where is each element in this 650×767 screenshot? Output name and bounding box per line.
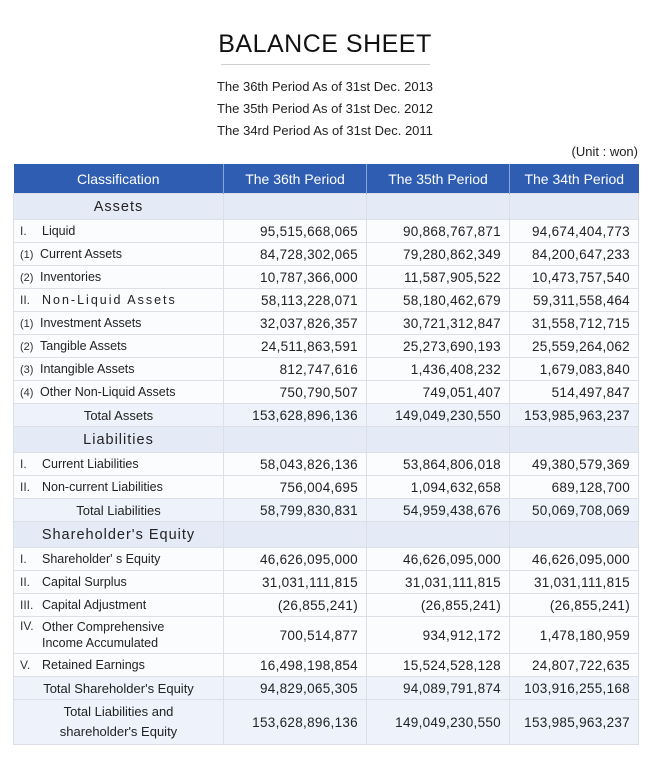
section-label: Liabilities <box>14 427 224 453</box>
row-label: V. Retained Earnings <box>14 654 224 677</box>
row-label: Total Assets <box>14 404 224 427</box>
row-marker: III. <box>20 598 34 612</box>
column-header-34th: The 34th Period <box>510 164 639 194</box>
cell-36th: 153,628,896,136 <box>224 404 367 427</box>
cell-35th: 1,094,632,658 <box>367 476 510 499</box>
row-marker: II. <box>20 480 31 494</box>
row-marker: (3) <box>20 364 34 376</box>
cell-36th: 153,628,896,136 <box>224 700 367 745</box>
table-row <box>14 289 639 312</box>
cell-35th: 149,049,230,550 <box>367 404 510 427</box>
column-header-36th: The 36th Period <box>224 164 367 194</box>
row-label: (2) Inventories <box>14 266 224 289</box>
row-label: II. Non-Liquid Assets <box>14 289 224 312</box>
section-label: Shareholder's Equity <box>14 522 224 548</box>
column-header-35th: The 35th Period <box>367 164 510 194</box>
row-marker: IV. <box>20 619 34 633</box>
cell-35th: 46,626,095,000 <box>367 548 510 571</box>
cell-34th: 103,916,255,168 <box>510 677 639 700</box>
cell-34th: 31,558,712,715 <box>510 312 639 335</box>
table-row <box>14 243 639 266</box>
row-marker: V. <box>20 658 31 672</box>
row-label: I. Liquid <box>14 220 224 243</box>
cell-35th: (26,855,241) <box>367 594 510 617</box>
table-row <box>14 594 639 617</box>
cell-35th: 149,049,230,550 <box>367 700 510 745</box>
table-row <box>14 617 639 654</box>
period-line: The 34rd Period As of 31st Dec. 2011 <box>217 123 433 138</box>
cell-36th: 10,787,366,000 <box>224 266 367 289</box>
table-row <box>14 548 639 571</box>
row-marker: I. <box>20 552 27 566</box>
row-marker: (1) <box>20 318 34 330</box>
cell-35th: 90,868,767,871 <box>367 220 510 243</box>
section-row-equity <box>14 522 639 548</box>
cell-35th: 749,051,407 <box>367 381 510 404</box>
row-marker: (4) <box>20 387 34 399</box>
table-row <box>14 453 639 476</box>
cell-34th: 84,200,647,233 <box>510 243 639 266</box>
period-line: The 35th Period As of 31st Dec. 2012 <box>216 101 434 116</box>
cell-35th: 11,587,905,522 <box>367 266 510 289</box>
cell-34th: (26,855,241) <box>510 594 639 617</box>
table-row <box>14 571 639 594</box>
page-title: BALANCE SHEET <box>218 30 432 58</box>
total-row-liabilities <box>14 499 639 522</box>
cell-36th: 84,728,302,065 <box>224 243 367 266</box>
cell-35th: 79,280,862,349 <box>367 243 510 266</box>
section-label: Assets <box>14 194 224 220</box>
cell-34th: 59,311,558,464 <box>510 289 639 312</box>
table-row <box>14 476 639 499</box>
row-marker: (1) <box>20 249 34 261</box>
cell-34th: 1,679,083,840 <box>510 358 639 381</box>
table-row <box>14 266 639 289</box>
cell-35th: 94,089,791,874 <box>367 677 510 700</box>
table-row <box>14 335 639 358</box>
row-marker: (2) <box>20 341 34 353</box>
cell-35th: 53,864,806,018 <box>367 453 510 476</box>
row-label: II. Non-current Liabilities <box>14 476 224 499</box>
cell-36th: 58,799,830,831 <box>224 499 367 522</box>
cell-36th: 58,113,228,071 <box>224 289 367 312</box>
cell-36th: 24,511,863,591 <box>224 335 367 358</box>
row-marker: II. <box>20 575 31 589</box>
row-label: (4) Other Non-Liquid Assets <box>14 381 224 404</box>
balance-sheet-table <box>13 164 639 745</box>
row-label: Total Shareholder's Equity <box>14 677 224 700</box>
cell-36th: 58,043,826,136 <box>224 453 367 476</box>
row-label: Total Liabilities <box>14 499 224 522</box>
row-label: IV. Other Comprehensive Income Accumulated <box>14 617 224 654</box>
cell-36th: 16,498,198,854 <box>224 654 367 677</box>
cell-35th: 54,959,438,676 <box>367 499 510 522</box>
section-row-assets <box>14 194 639 220</box>
total-row-liabilities-and-equity <box>14 700 639 745</box>
cell-35th: 15,524,528,128 <box>367 654 510 677</box>
unit-label: (Unit : won) <box>571 144 638 159</box>
cell-36th: (26,855,241) <box>224 594 367 617</box>
cell-34th: 31,031,111,815 <box>510 571 639 594</box>
table-row <box>14 358 639 381</box>
column-header-classification: Classification <box>14 164 224 194</box>
cell-36th: 812,747,616 <box>224 358 367 381</box>
total-row-assets <box>14 404 639 427</box>
row-label: (1) Current Assets <box>14 243 224 266</box>
cell-34th: 24,807,722,635 <box>510 654 639 677</box>
total-row-equity <box>14 677 639 700</box>
row-label: II. Capital Surplus <box>14 571 224 594</box>
cell-36th: 750,790,507 <box>224 381 367 404</box>
cell-35th: 934,912,172 <box>367 617 510 654</box>
cell-34th: 25,559,264,062 <box>510 335 639 358</box>
row-marker: I. <box>20 224 27 238</box>
row-label: (1) Investment Assets <box>14 312 224 335</box>
table-row <box>14 381 639 404</box>
table-row <box>14 654 639 677</box>
row-label: I. Shareholder' s Equity <box>14 548 224 571</box>
cell-36th: 94,829,065,305 <box>224 677 367 700</box>
row-label: III. Capital Adjustment <box>14 594 224 617</box>
cell-36th: 756,004,695 <box>224 476 367 499</box>
cell-34th: 153,985,963,237 <box>510 404 639 427</box>
row-label: I. Current Liabilities <box>14 453 224 476</box>
cell-36th: 95,515,668,065 <box>224 220 367 243</box>
row-marker: (2) <box>20 272 34 284</box>
period-list <box>0 76 650 142</box>
cell-34th: 46,626,095,000 <box>510 548 639 571</box>
row-marker: II. <box>20 293 31 307</box>
cell-35th: 30,721,312,847 <box>367 312 510 335</box>
cell-36th: 46,626,095,000 <box>224 548 367 571</box>
cell-34th: 49,380,579,369 <box>510 453 639 476</box>
cell-35th: 25,273,690,193 <box>367 335 510 358</box>
cell-35th: 1,436,408,232 <box>367 358 510 381</box>
cell-36th: 700,514,877 <box>224 617 367 654</box>
cell-34th: 153,985,963,237 <box>510 700 639 745</box>
row-label: Total Liabilities and shareholder's Equity <box>14 700 224 745</box>
period-line: The 36th Period As of 31st Dec. 2013 <box>216 79 434 94</box>
cell-34th: 1,478,180,959 <box>510 617 639 654</box>
row-marker: I. <box>20 457 27 471</box>
table-row <box>14 312 639 335</box>
table-row <box>14 220 639 243</box>
table-header-row <box>14 164 639 194</box>
cell-34th: 50,069,708,069 <box>510 499 639 522</box>
cell-36th: 31,031,111,815 <box>224 571 367 594</box>
cell-34th: 514,497,847 <box>510 381 639 404</box>
row-label: (3) Intangible Assets <box>14 358 224 381</box>
cell-35th: 58,180,462,679 <box>367 289 510 312</box>
section-row-liabilities <box>14 427 639 453</box>
cell-35th: 31,031,111,815 <box>367 571 510 594</box>
cell-36th: 32,037,826,357 <box>224 312 367 335</box>
row-label: (2) Tangible Assets <box>14 335 224 358</box>
cell-34th: 94,674,404,773 <box>510 220 639 243</box>
cell-34th: 10,473,757,540 <box>510 266 639 289</box>
title-divider <box>221 64 430 65</box>
cell-34th: 689,128,700 <box>510 476 639 499</box>
